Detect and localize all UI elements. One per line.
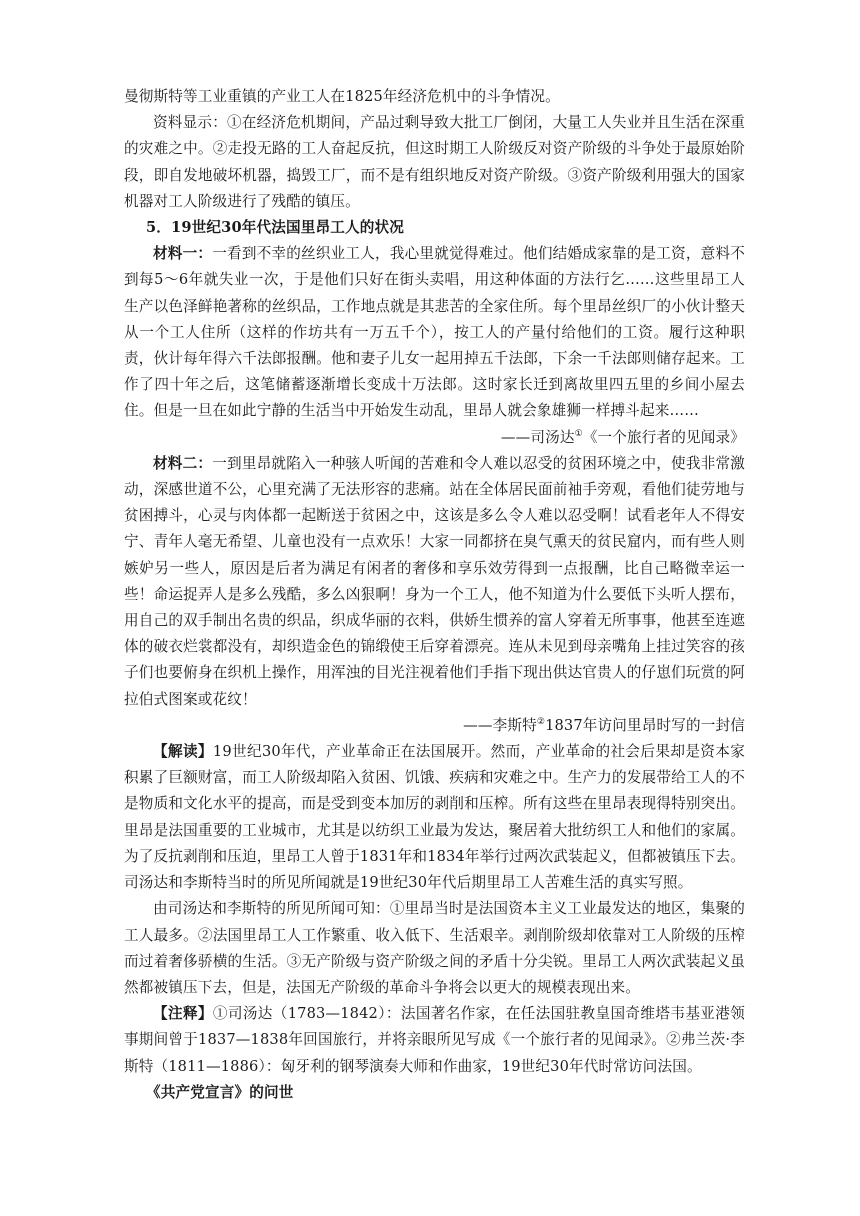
material-2-text: 一到里昂就陷入一种骇人听闻的苦难和令人难以忍受的贫困环境之中，使我非常激动，深感世道不公，心里充满了无法形容的悲痛。站在全体居民面前袖手旁观，看他们徒劳地与贫困搏斗，心灵与肉体都一起断送于贫困之中，这该是多么令人难以忍受啊！试看老年人不得安宁、青年人毫无希望、儿童也没有一点欢乐！大家一同都挤在臭气熏天的贫民窟内，而有些人则嫉妒另一些人，原因是后者为满足有闲者的奢侈和享乐效劳得到一点报酬，比自己略微幸运一些！命运捉弄人是多么残酷，多么凶狠啊！身为一个工人，他不知道为什么要低下头听人摆布，用自己的双手制出名贵的织品，织成华丽的衣料，供娇生惯养的富人穿着无所事事，他甚至连遮体的破衣烂裳都没有，却织造金色的锦缎使王后穿着漂亮。连从未见到母亲嘴角上挂过笑容的孩子们也要俯身在织机上操作，用浑浊的目光注视着他们手指下现出供达官贵人的仔崽们玩赏的阿拉伯式图案或花纹！	[124, 454, 746, 708]
material-1-source-title: 《一个旅行者的见闻录》	[582, 428, 745, 446]
material-1-paragraph	[124, 241, 745, 424]
material-1-source-prefix: ——司汤达	[500, 428, 575, 446]
interpretation-conclusion-paragraph: 由司汤达和李斯特的所见所闻可知：①里昂当时是法国资本主义工业最发达的地区，集聚的工人最多。②法国里昂工人工作繁重、收入低下、生活艰辛。剥削阶级却依靠对工人阶级的压榨而过着奢侈骄横的生活。③无产阶级与资产阶级之间的矛盾十分尖锐。里昂工人两次武装起义虽然都被镇压下去，但是，法国无产阶级的革命斗争将会以更大的规模表现出来。	[124, 900, 745, 996]
material-1-label: 材料一：	[153, 245, 213, 263]
material-2-source-prefix: ——李斯特	[463, 716, 537, 734]
notes-text: ①司汤达（1783—1842）：法国著名作家，在任法国驻教皇国奇维塔韦基亚港领事期间曾于1837—1838年回国旅行，并将亲眼所见写成《一个旅行者的见闻录》。②弗兰茨·李斯特（1811—1886）：匈牙利的钢琴演奏大师和作曲家，19世纪30年代时常访问法国。	[124, 1005, 745, 1075]
notes-paragraph	[124, 1001, 745, 1080]
material-2-source-title: 1837年访问里昂时写的一封信	[545, 716, 745, 734]
footnote-2-marker: ②	[536, 716, 546, 727]
material-1-source	[124, 425, 745, 451]
interpretation-text: 19世纪30年代，产业革命正在法国展开。然而，产业革命的社会后果却是资本家积累了巨额财富，而工人阶级却陷入贫困、饥饿、疾病和灾难之中。生产力的发展带给工人的不是物质和文化水平的提高，而是受到变本加厉的剥削和压榨。所有这些在里昂表现得特别突出。里昂是法国重要的工业城市，尤其是以纺织工业最为发达，聚居着大批纺织工人和他们的家属。为了反抗剥削和压迫，里昂工人曾于1831年和1834年举行过两次武装起义，但都被镇压下去。司汤达和李斯特当时的所见所闻就是19世纪30年代后期里昂工人苦难生活的真实写照。	[124, 743, 746, 892]
document-body	[124, 84, 745, 1106]
material-1-text: 一看到不幸的丝织业工人，我心里就觉得难过。他们结婚成家靠的是工资，意料不到每5～6年就失业一次，于是他们只好在街头卖唱，用这种体面的方法行乞……这些里昂工人生产以色泽鲜艳著称的丝织品，工作地点就是其悲苦的全家住所。每个里昂丝织厂的小伙计整天从一个工人住所（这样的作坊共有一万五千个），按工人的产量付给他们的工资。履行这种职责，伙计每年得六千法郎报酬。他和妻子儿女一起用掉五千法郎，下余一千法郎则储存起来。工作了四十年之后，这笔储蓄逐渐增长变成十万法郎。这时家长迁到离故里四五里的乡间小屋去住。但是一旦在如此宁静的生活当中开始发生动乱，里昂人就会象雄狮一样搏斗起来……	[124, 245, 746, 420]
material-2-paragraph	[124, 451, 745, 713]
notes-label: 【注释】	[153, 1005, 213, 1023]
interpretation-label: 【解读】	[153, 743, 213, 761]
interpretation-paragraph	[124, 739, 745, 896]
next-section-heading: 《共产党宣言》的问世	[146, 1083, 294, 1101]
section-5-heading: 5．19世纪30年代法国里昂工人的状况	[146, 219, 404, 237]
resource-display-paragraph: 资料显示：①在经济危机期间，产品过剩导致大批工厂倒闭，大量工人失业并且生活在深重的灾难之中。②走投无路的工人奋起反抗，但这时期工人阶级反对资产阶级的斗争处于最原始阶段，即自发地破坏机器，捣毁工厂，而不是有组织地反对资产阶级。③资产阶级利用强大的国家机器对工人阶级进行了残酷的镇压。	[124, 114, 745, 210]
material-2-source	[124, 713, 745, 739]
footnote-1-marker: ①	[574, 428, 583, 439]
material-2-label: 材料二：	[153, 454, 213, 472]
intro-tail-paragraph: 曼彻斯特等工业重镇的产业工人在1825年经济危机中的斗争情况。	[124, 88, 560, 105]
